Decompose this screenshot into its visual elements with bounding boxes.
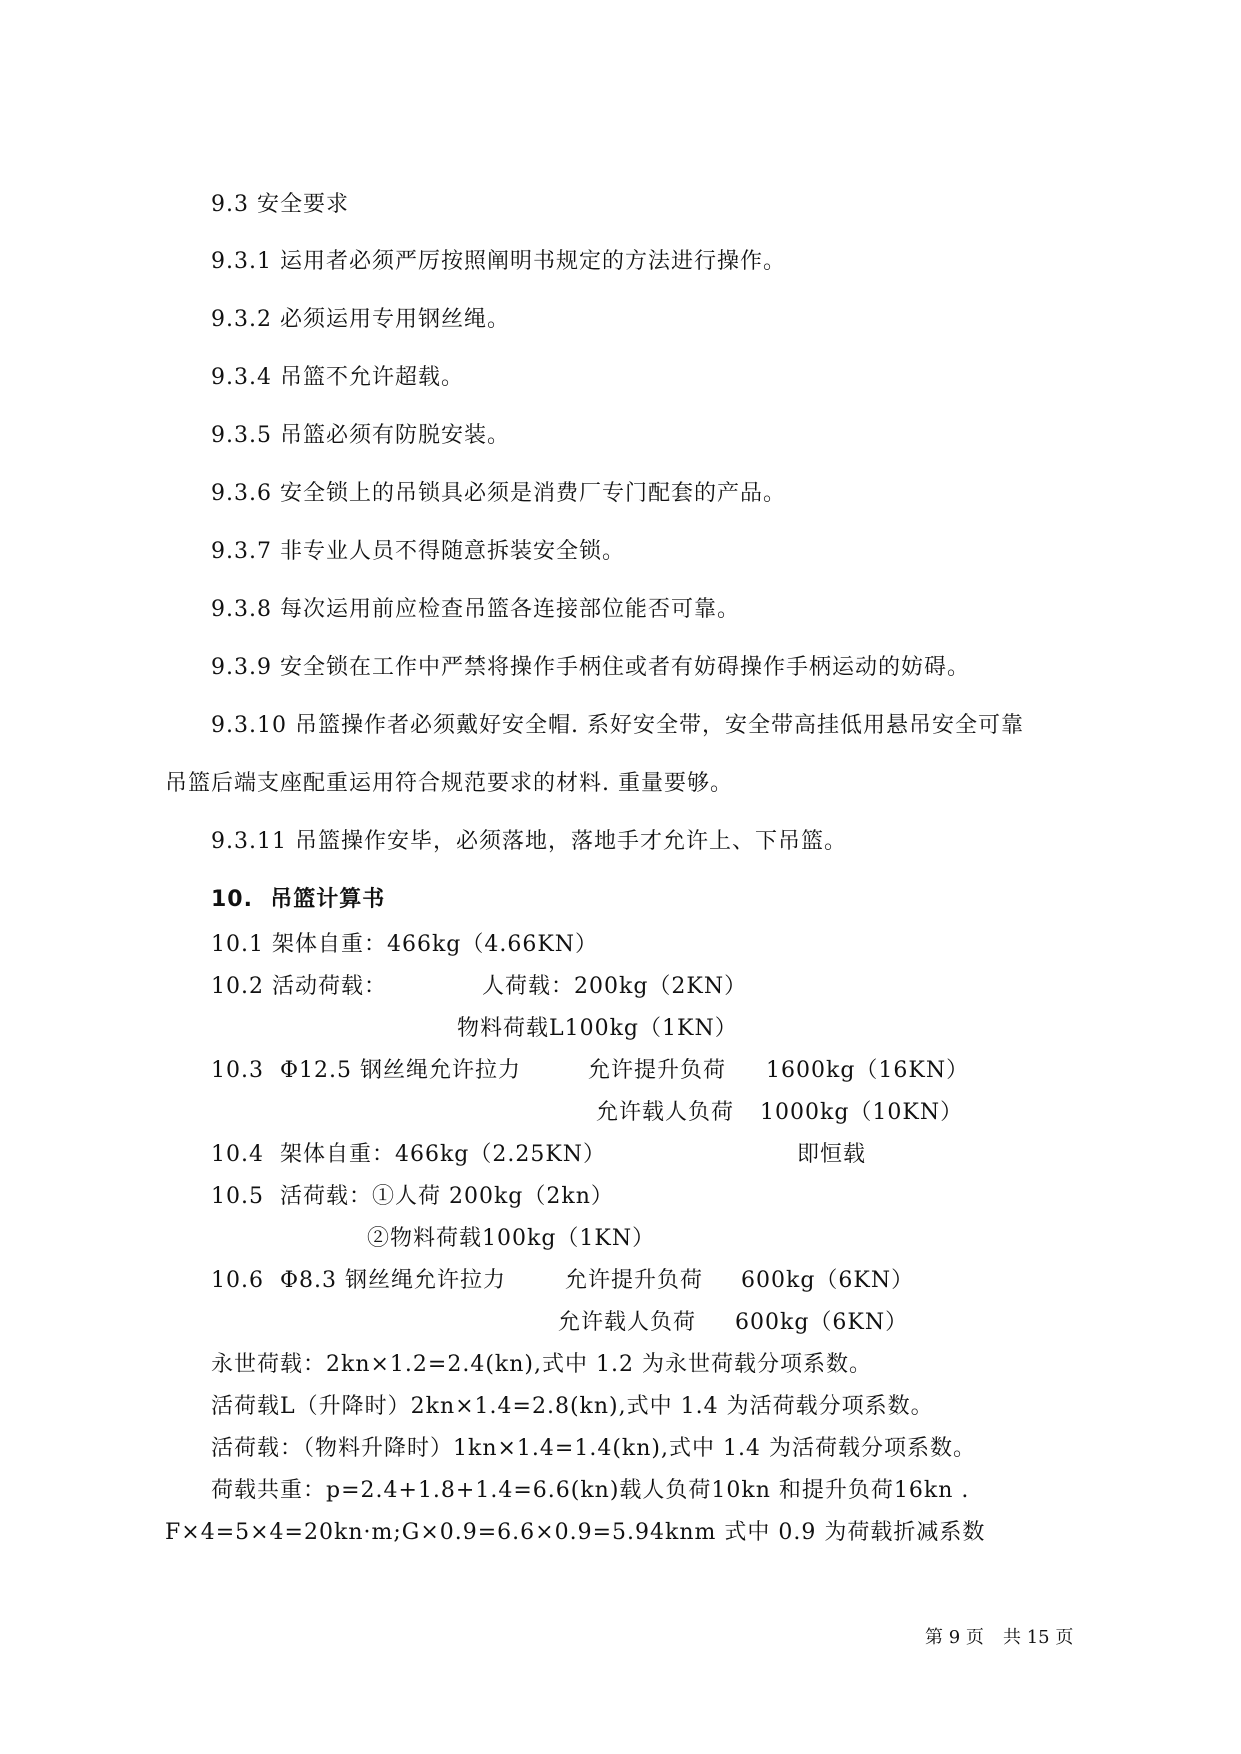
- safety-item-9-3-10: 9.3.10 吊篮操作者必须戴好安全帽. 系好安全带，安全带高挂低用悬吊安全可靠: [211, 713, 1024, 738]
- safety-item-9-3-5: 9.3.5 吊篮必须有防脱安装。: [211, 423, 510, 448]
- calc-line-10-2-material-load: 物料荷载L100kg（1KN）: [457, 1016, 738, 1041]
- calc-line-total-load: 荷载共重：p=2.4+1.8+1.4=6.6(kn)载人负荷10kn 和提升负荷16kn .: [211, 1478, 970, 1503]
- calc-line-moment: F×4=5×4=20kn·m;G×0.9=6.6×0.9=5.94knm 式中 0.9 为荷载折减系数: [165, 1520, 986, 1545]
- safety-item-9-3-9: 9.3.9 安全锁在工作中严禁将操作手柄住或者有妨碍操作手柄运动的妨碍。: [211, 655, 970, 680]
- calc-line-10-3-lift-value: 1600kg（16KN）: [766, 1058, 970, 1083]
- calc-line-permanent-load: 永世荷载：2kn×1.2=2.4(kn),式中 1.2 为永世荷载分项系数。: [211, 1352, 872, 1377]
- calc-line-10-6-person-label: 允许载人负荷: [558, 1310, 697, 1335]
- calc-line-10-3-lift-label: 允许提升负荷: [588, 1058, 727, 1083]
- calc-line-10-2-label: 10.2 活动荷载：: [211, 974, 387, 999]
- safety-item-9-3-11: 9.3.11 吊篮操作安毕，必须落地，落地手才允许上、下吊篮。: [211, 829, 847, 854]
- safety-item-9-3-8: 9.3.8 每次运用前应检查吊篮各连接部位能否可靠。: [211, 597, 740, 622]
- section-title-safety: 9.3 安全要求: [211, 192, 349, 217]
- calc-line-live-load-lifting: 活荷载L（升降时）2kn×1.4=2.8(kn),式中 1.4 为活荷载分项系数。: [211, 1394, 934, 1419]
- section-title-calculation: 10. 吊篮计算书: [211, 887, 386, 912]
- safety-item-9-3-1: 9.3.1 运用者必须严厉按照阐明书规定的方法进行操作。: [211, 249, 786, 274]
- safety-item-9-3-6: 9.3.6 安全锁上的吊锁具必须是消费厂专门配套的产品。: [211, 481, 786, 506]
- calc-line-10-6-lift-label: 允许提升负荷: [565, 1268, 704, 1293]
- calc-line-10-5-material: ②物料荷载100kg（1KN）: [367, 1226, 656, 1251]
- footer-total-pages: 共 15 页: [1003, 1627, 1074, 1648]
- calc-line-10-6-lift-value: 600kg（6KN）: [741, 1268, 915, 1293]
- calc-line-10-2-person-load: 人荷载：200kg（2KN）: [482, 974, 748, 999]
- calc-line-10-4: 10.4 架体自重：466kg（2.25KN）: [211, 1142, 607, 1167]
- calc-line-10-1: 10.1 架体自重：466kg（4.66KN）: [211, 932, 599, 957]
- calc-line-10-5: 10.5 活荷载：①人荷 200kg（2kn）: [211, 1184, 614, 1209]
- safety-item-9-3-4: 9.3.4 吊篮不允许超载。: [211, 365, 464, 390]
- footer-page-number: 第 9 页: [925, 1627, 984, 1648]
- calc-line-10-3-label: 10.3 Φ12.5 钢丝绳允许拉力: [211, 1058, 521, 1083]
- calc-line-live-load-material: 活荷载：（物料升降时）1kn×1.4=1.4(kn),式中 1.4 为活荷载分项系数。: [211, 1436, 976, 1461]
- safety-item-9-3-10-continued: 吊篮后端支座配重运用符合规范要求的材料. 重量要够。: [165, 771, 733, 796]
- calc-line-10-6-person-value: 600kg（6KN）: [735, 1310, 909, 1335]
- calc-line-10-6-label: 10.6 Φ8.3 钢丝绳允许拉力: [211, 1268, 506, 1293]
- safety-item-9-3-7: 9.3.7 非专业人员不得随意拆装安全锁。: [211, 539, 625, 564]
- calc-line-10-3-person-value: 1000kg（10KN）: [760, 1100, 964, 1125]
- calc-line-10-4-dead-load: 即恒载: [797, 1142, 867, 1167]
- calc-line-10-3-person-label: 允许载人负荷: [596, 1100, 735, 1125]
- safety-item-9-3-2: 9.3.2 必须运用专用钢丝绳。: [211, 307, 510, 332]
